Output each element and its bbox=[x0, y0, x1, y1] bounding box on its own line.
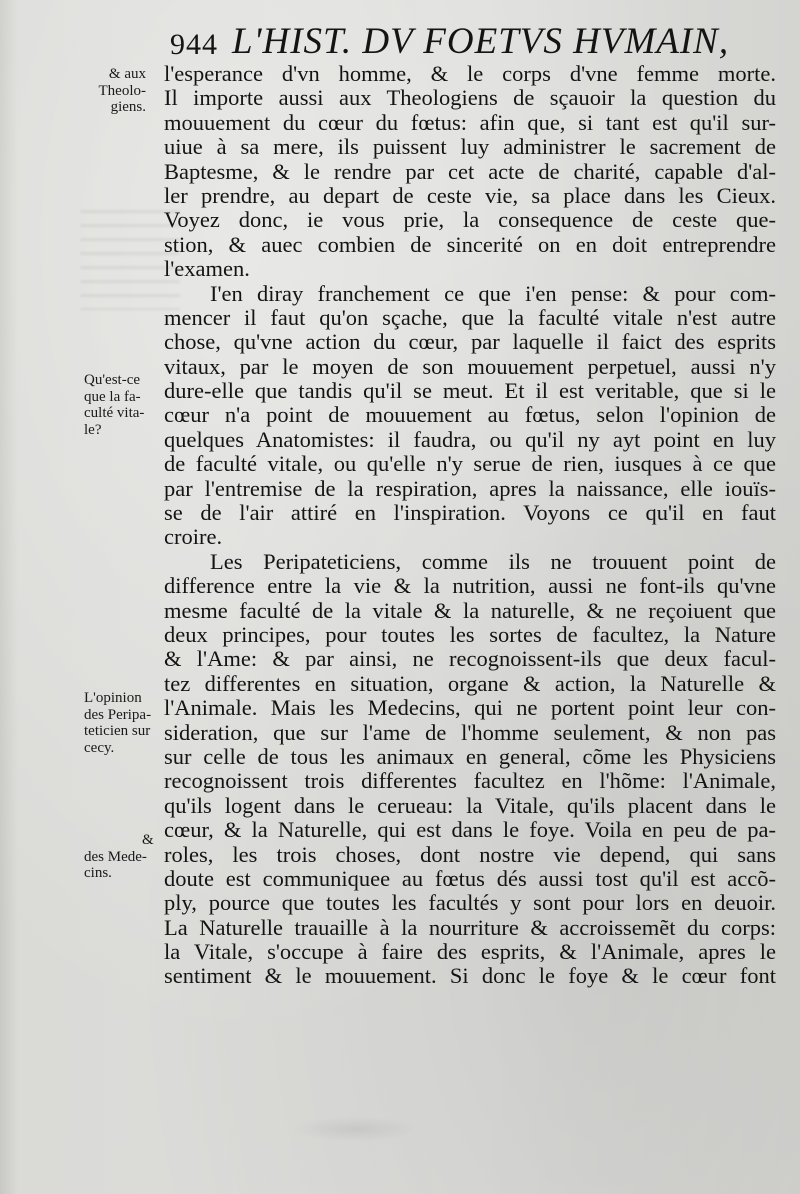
body-text bbox=[164, 62, 776, 989]
margin-note-line: le? bbox=[84, 421, 102, 438]
text-line: & l'Ame: & par ainsi, ne recognoissent-ils que deux facul- bbox=[164, 646, 776, 672]
text-line: difference entre la vie & la nutrition, aussi ne font-ils qu'vne bbox=[164, 573, 776, 599]
text-line: mesme faculté de la vitale & la naturelle, & ne reçoiuent que bbox=[164, 597, 776, 623]
text-line: l'examen. bbox=[164, 256, 250, 282]
margin-note-line: & bbox=[142, 832, 154, 848]
margin-note-line: L'opinion bbox=[84, 690, 142, 706]
page-header bbox=[170, 18, 770, 64]
ink-smudge bbox=[290, 1116, 420, 1142]
text-line: sideration, que sur l'ame de l'homme seulement, & non pas bbox=[164, 719, 776, 745]
text-line: La Naturelle trauaille à la nourriture & accroissemẽt du corps: bbox=[164, 914, 776, 940]
text-line: Baptesme, & le rendre par cet acte de charité, capable d'al- bbox=[164, 158, 776, 184]
text-line: de faculté vitale, ou qu'elle n'y serue de rien, iusques à ce que bbox=[164, 451, 776, 477]
margin-note-line: & aux bbox=[108, 66, 146, 82]
text-line: dure-elle que tandis qu'il se meut. Et il est veritable, que si le bbox=[164, 378, 776, 404]
text-line: sur celle de tous les animaux en general, cõme les Physiciens bbox=[164, 743, 776, 769]
margin-note-line: des Mede- bbox=[84, 848, 147, 865]
text-line: ply, pource que toutes les facultés y sont pour lors en deuoir. bbox=[164, 890, 776, 916]
text-line: quelques Anatomistes: il faudra, ou qu'il ny ayt point en luy bbox=[164, 426, 776, 452]
text-line: la Vitale, s'occupe à faire des esprits, & l'Animale, apres le bbox=[164, 939, 776, 965]
margin-note-line: culté vita- bbox=[84, 405, 145, 421]
text-line: stion, & auec combien de sincerité on en doit entreprendre bbox=[164, 231, 776, 257]
text-line: ler prendre, au depart de ceste vie, sa place dans les Cieux. bbox=[164, 182, 776, 208]
text-line: se de l'air attiré en l'inspiration. Voyons ce qu'il en faut bbox=[164, 500, 776, 526]
text-line: mouuement du cœur du fœtus: afin que, si tant est qu'il sur- bbox=[164, 109, 776, 135]
margin-note-line: que la fa- bbox=[84, 388, 141, 405]
text-line: Il importe aussi aux Theologiens de sçauoir la question du bbox=[164, 85, 776, 111]
text-line: mencer il faut qu'on sçache, que la faculté vitale n'est autre bbox=[164, 304, 776, 330]
text-line: vitaux, par le moyen de son mouuement perpetuel, aussi n'y bbox=[164, 353, 776, 379]
margin-note-line: Qu'est-ce bbox=[84, 372, 141, 388]
text-line: cœur n'a point de mouuement au fœtus, selon l'opinion de bbox=[164, 402, 776, 428]
text-line: chose, qu'vne action du cœur, par laquelle il faict des esprits bbox=[164, 329, 776, 355]
text-line: croire. bbox=[164, 524, 223, 550]
page-number: 944 bbox=[170, 28, 218, 61]
margin-note-line: giens. bbox=[110, 99, 146, 115]
text-line: cœur, & la Naturelle, qui est dans le foye. Voila en peu de pa- bbox=[164, 817, 776, 843]
margin-note-line: cecy. bbox=[84, 739, 115, 756]
margin-note-line: Theolo- bbox=[98, 82, 146, 99]
margin-note bbox=[72, 66, 146, 116]
text-line: l'Animale. Mais les Medecins, qui ne portent point leur con- bbox=[164, 695, 776, 721]
text-line: qu'ils logent dans le cerueau: la Vitale, qu'ils placent dans le bbox=[164, 792, 776, 818]
text-line: doute est communiquee au fœtus dés aussi tost qu'il est accõ- bbox=[164, 865, 776, 891]
text-line: sentiment & le mouuement. Si donc le foye & le cœur font bbox=[164, 963, 776, 989]
text-line: recognoissent trois differentes facultez en l'hõme: l'Animale, bbox=[164, 768, 776, 794]
text-line: tez differentes en situation, organe & action, la Naturelle & bbox=[164, 670, 776, 696]
margin-note-line: teticien sur bbox=[84, 723, 151, 739]
text-line: par l'entremise de la respiration, apres la naissance, elle iouïs- bbox=[164, 475, 776, 501]
text-line: l'esperance d'vn homme, & le corps d'vne femme morte. bbox=[164, 61, 776, 86]
text-line: I'en diray franchement ce que i'en pense: & pour com- bbox=[210, 280, 776, 306]
margin-note-line: cins. bbox=[84, 865, 112, 881]
text-line: uiue à sa mere, ils puissent luy administrer le sacrement de bbox=[164, 134, 776, 160]
running-title: L'HIST. DV FOETVS HVMAIN, bbox=[232, 21, 730, 62]
text-line: deux principes, pour toutes les sortes de facultez, la Nature bbox=[164, 621, 776, 647]
margin-note-line: des Peripa- bbox=[84, 706, 152, 723]
text-line: Voyez donc, ie vous prie, la consequence de ceste que- bbox=[164, 207, 776, 233]
text-line: Les Peripateticiens, comme ils ne trouuent point de bbox=[210, 548, 776, 574]
text-line: roles, les trois choses, dont nostre vie depend, qui sans bbox=[164, 841, 776, 867]
